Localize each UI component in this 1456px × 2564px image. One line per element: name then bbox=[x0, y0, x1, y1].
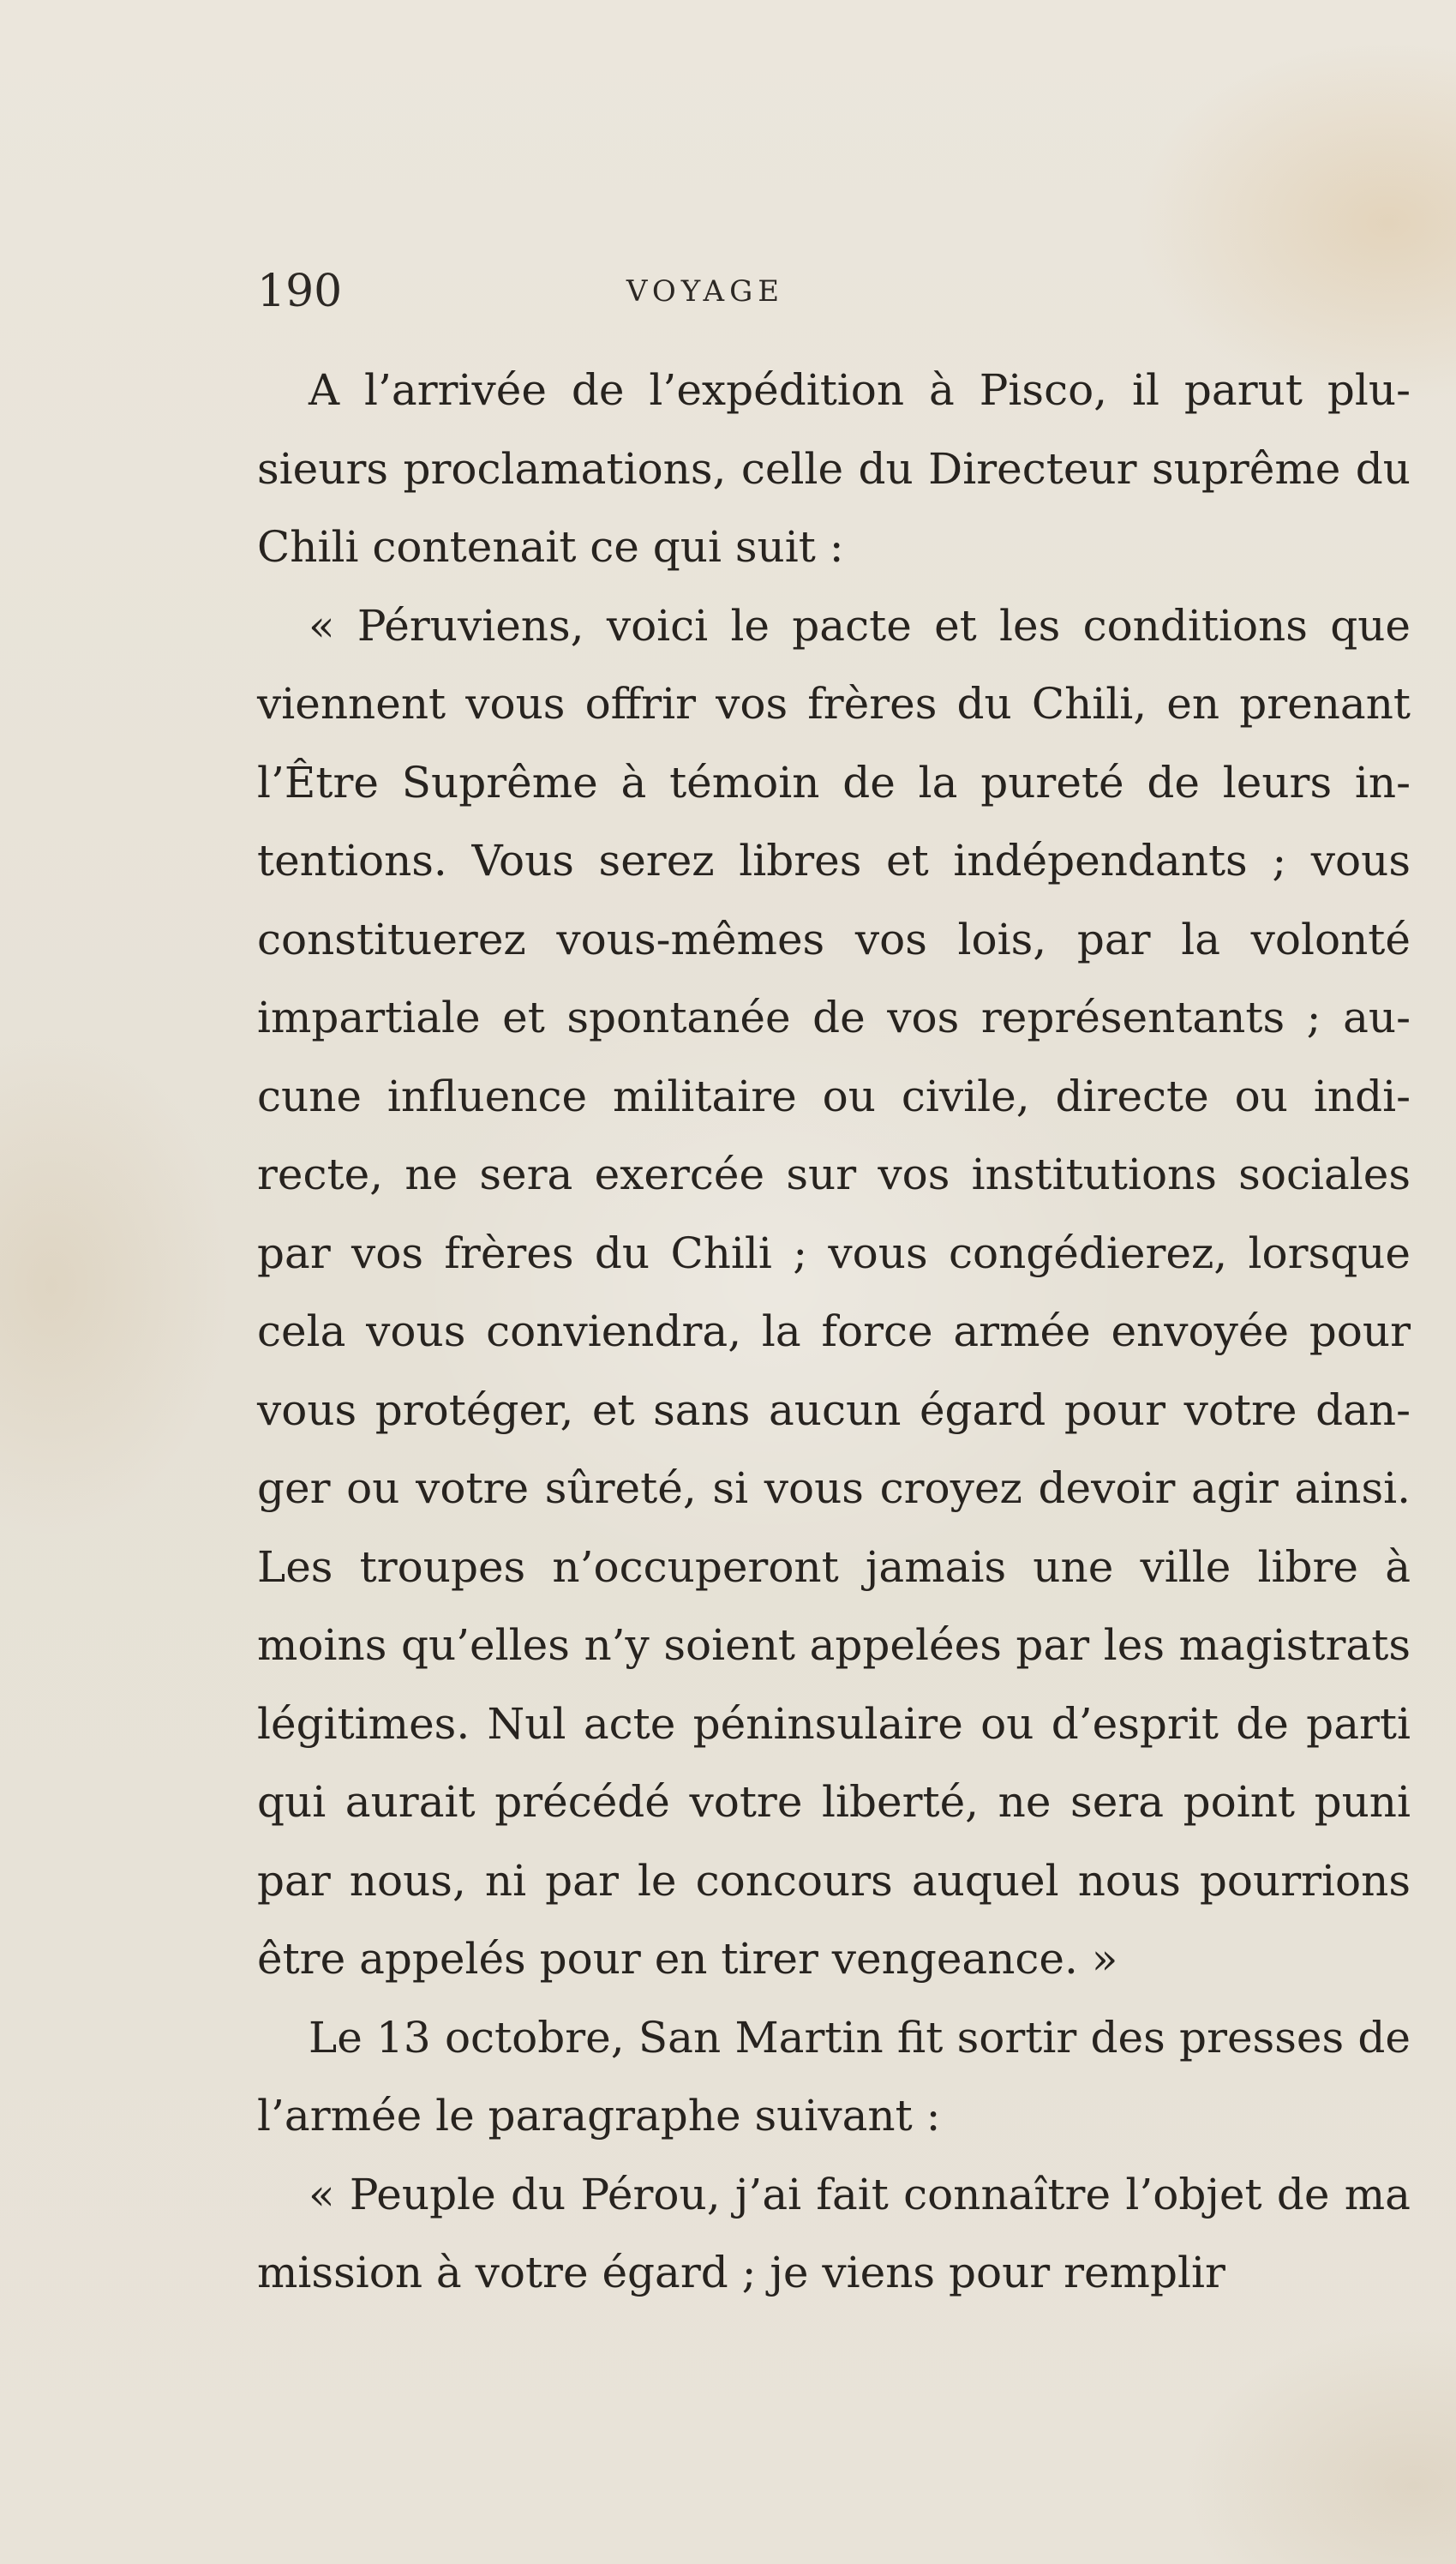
text-body bbox=[257, 351, 1411, 2313]
paragraph-chile-proclamation: « Péruviens, voici le pacte et les conditions que viennent vous offrir vos frères du Chili, en prenant l’Être Suprême à témoin de la pureté de leurs intentions. Vous serez libres et indépendants ; vous constituerez vous-mêmes vos lois, par la volonté impartiale et spontanée de vos représentants ; aucune influence militaire ou civile, directe ou indirecte, ne sera exercée sur vos institutions sociales par vos frères du Chili ; vous congédierez, lorsque cela vous conviendra, la force armée envoyée pour vous protéger, et sans aucun égard pour votre danger ou votre sûreté, si vous croyez devoir agir ainsi. Les troupes n’occuperont jamais une ville libre à moins qu’elles n’y soient appelées par les magistrats légitimes. Nul acte péninsulaire ou d’esprit de parti qui aurait précédé votre liberté, ne sera point puni par nous, ni par le concours auquel nous pourrions être appelés pour en tirer vengeance. » bbox=[257, 600, 1411, 1984]
paragraph-san-martin-october: Le 13 octobre, San Martin fit sortir des presses de l’armée le paragraphe suivant : bbox=[257, 2012, 1411, 2141]
page-header bbox=[257, 257, 1423, 326]
page-number: 190 bbox=[257, 266, 343, 317]
running-head: VOYAGE bbox=[626, 274, 785, 309]
paragraph-arrival-at-pisco: A l’arrivée de l’expédition à Pisco, il parut plusieurs proclamations, celle du Directeur suprême du Chili contenait ce qui suit : bbox=[257, 365, 1411, 572]
paragraph-peru-address: « Peuple du Pérou, j’ai fait connaître l’objet de ma mission à votre égard ; je viens pour remplir bbox=[257, 2169, 1411, 2297]
